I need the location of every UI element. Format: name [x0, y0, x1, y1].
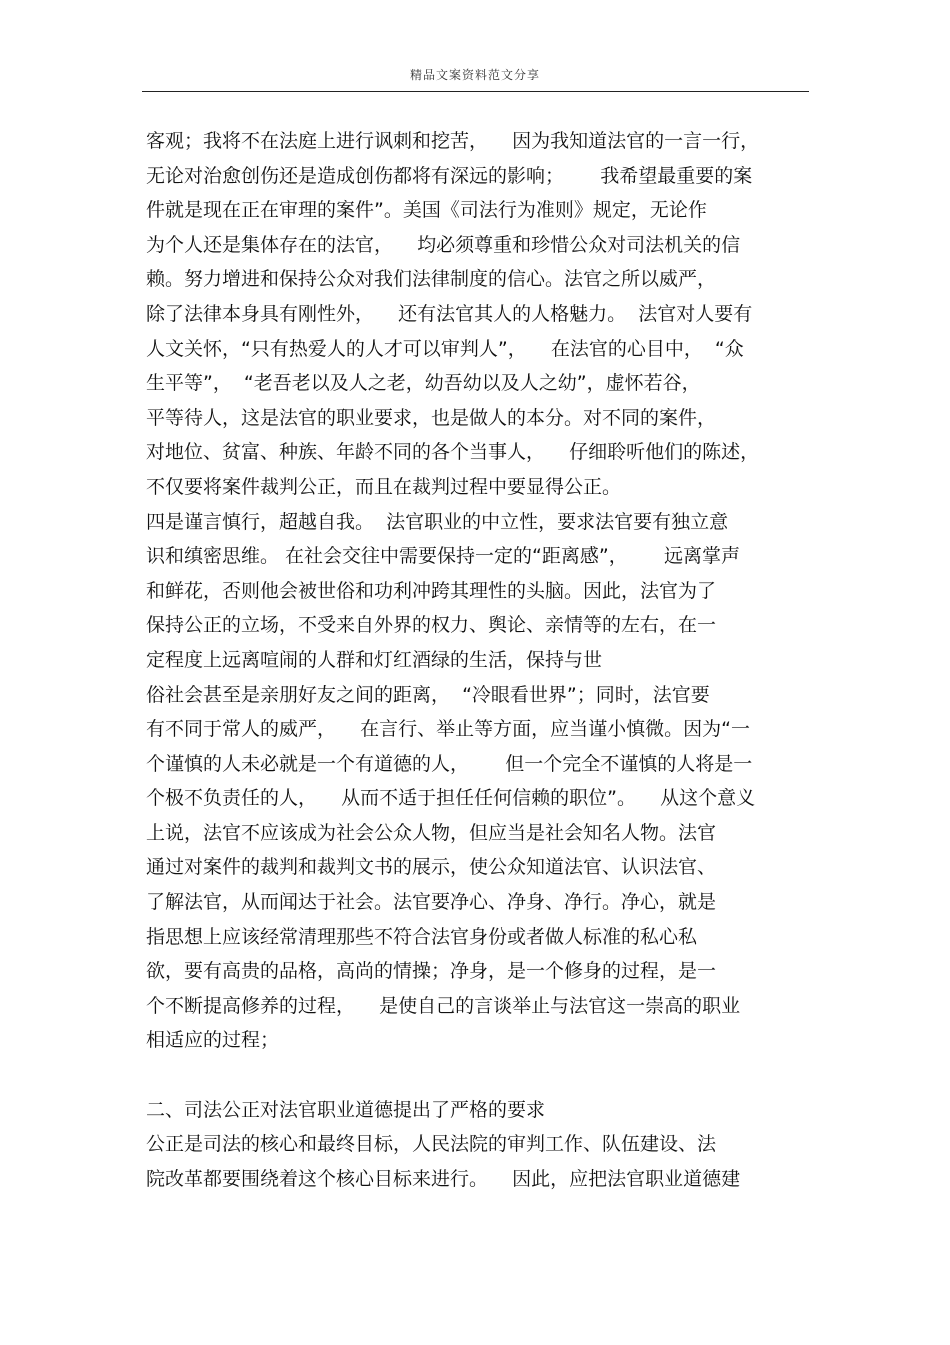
text-line: 无论对治愈创伤还是造成创伤都将有深远的影响； 我希望最重要的案	[146, 164, 753, 187]
text-line: 和鲜花，否则他会被世俗和功利冲跨其理性的头脑。因此，法官为了	[146, 579, 717, 602]
text-line: 上说，法官不应该成为社会公众人物，但应当是社会知名人物。法官	[146, 821, 717, 844]
text-line: 定程度上远离喧闹的人群和灯红酒绿的生活，保持与世	[146, 648, 603, 671]
text-line: 了解法官，从而闻达于社会。法官要净心、净身、净行。净心，就是	[146, 891, 717, 914]
text-line: 不仅要将案件裁判公正，而且在裁判过程中要显得公正。	[146, 475, 622, 498]
page-header: 精品文案资料范文分享	[409, 68, 540, 82]
text-line: 欲，要有高贵的品格，高尚的情操；净身，是一个修身的过程，是一	[146, 960, 717, 983]
text-line: 有不同于常人的威严， 在言行、举止等方面，应当谨小慎微。因为“一	[146, 718, 751, 741]
text-line: 生平等”， “老吾老以及人之老，幼吾幼以及人之幼”，虚怀若谷，	[146, 372, 701, 395]
text-line: 为个人还是集体存在的法官， 均必须尊重和珍惜公众对司法机关的信	[146, 233, 741, 256]
text-line: 件就是现在正在审理的案件”。美国《司法行为准则》规定，无论作	[146, 199, 707, 222]
text-line: 指思想上应该经常清理那些不符合法官身份或者做人标准的私心私	[146, 925, 698, 948]
text-line: 保持公正的立场，不受来自外界的权力、舆论、亲情等的左右，在一	[146, 614, 717, 637]
text-line: 客观；我将不在法庭上进行讽刺和挖苦， 因为我知道法官的一言一行，	[146, 130, 760, 152]
text-line: 除了法律本身具有刚性外， 还有法官其人的人格魅力。 法官对人要有	[146, 302, 753, 325]
text-line: 识和缜密思维。 在社会交往中需要保持一定的“距离感”， 远离掌声	[146, 545, 740, 568]
text-line: 个极不负责任的人， 从而不适于担任任何信赖的职位”。 从这个意义	[146, 787, 756, 810]
section-heading: 二、司法公正对法官职业道德提出了严格的要求	[146, 1098, 546, 1121]
text-line: 个不断提高修养的过程， 是使自己的言谈举止与法官这一崇高的职业	[146, 994, 741, 1017]
text-line: 对地位、贫富、种族、年龄不同的各个当事人， 仔细聆听他们的陈述，	[146, 441, 760, 464]
text-line: 通过对案件的裁判和裁判文书的展示，使公众知道法官、认识法官、	[146, 856, 717, 879]
blank-line	[146, 1058, 826, 1093]
text-line: 院改革都要围绕着这个核心目标来进行。 因此，应把法官职业道德建	[146, 1167, 741, 1190]
text-line: 赖。努力增进和保持公众对我们法律制度的信心。法官之所以威严，	[146, 268, 717, 291]
text-line: 公正是司法的核心和最终目标，人民法院的审判工作、队伍建设、法	[146, 1133, 717, 1156]
text-line: 人文关怀，“只有热爱人的人才可以审判人”， 在法官的心目中， “众	[146, 337, 744, 360]
text-line: 四是谨言慎行，超越自我。 法官职业的中立性，要求法官要有独立意	[146, 510, 729, 533]
text-line: 俗社会甚至是亲朋好友之间的距离， “冷眼看世界”；同时，法官要	[146, 683, 710, 706]
text-line: 平等待人，这是法官的职业要求，也是做人的本分。对不同的案件，	[146, 406, 717, 429]
text-line: 相适应的过程；	[146, 1029, 280, 1052]
header-divider	[142, 91, 809, 92]
document-body	[146, 124, 826, 1196]
text-line: 个谨慎的人未必就是一个有道德的人， 但一个完全不谨慎的人将是一	[146, 752, 753, 775]
